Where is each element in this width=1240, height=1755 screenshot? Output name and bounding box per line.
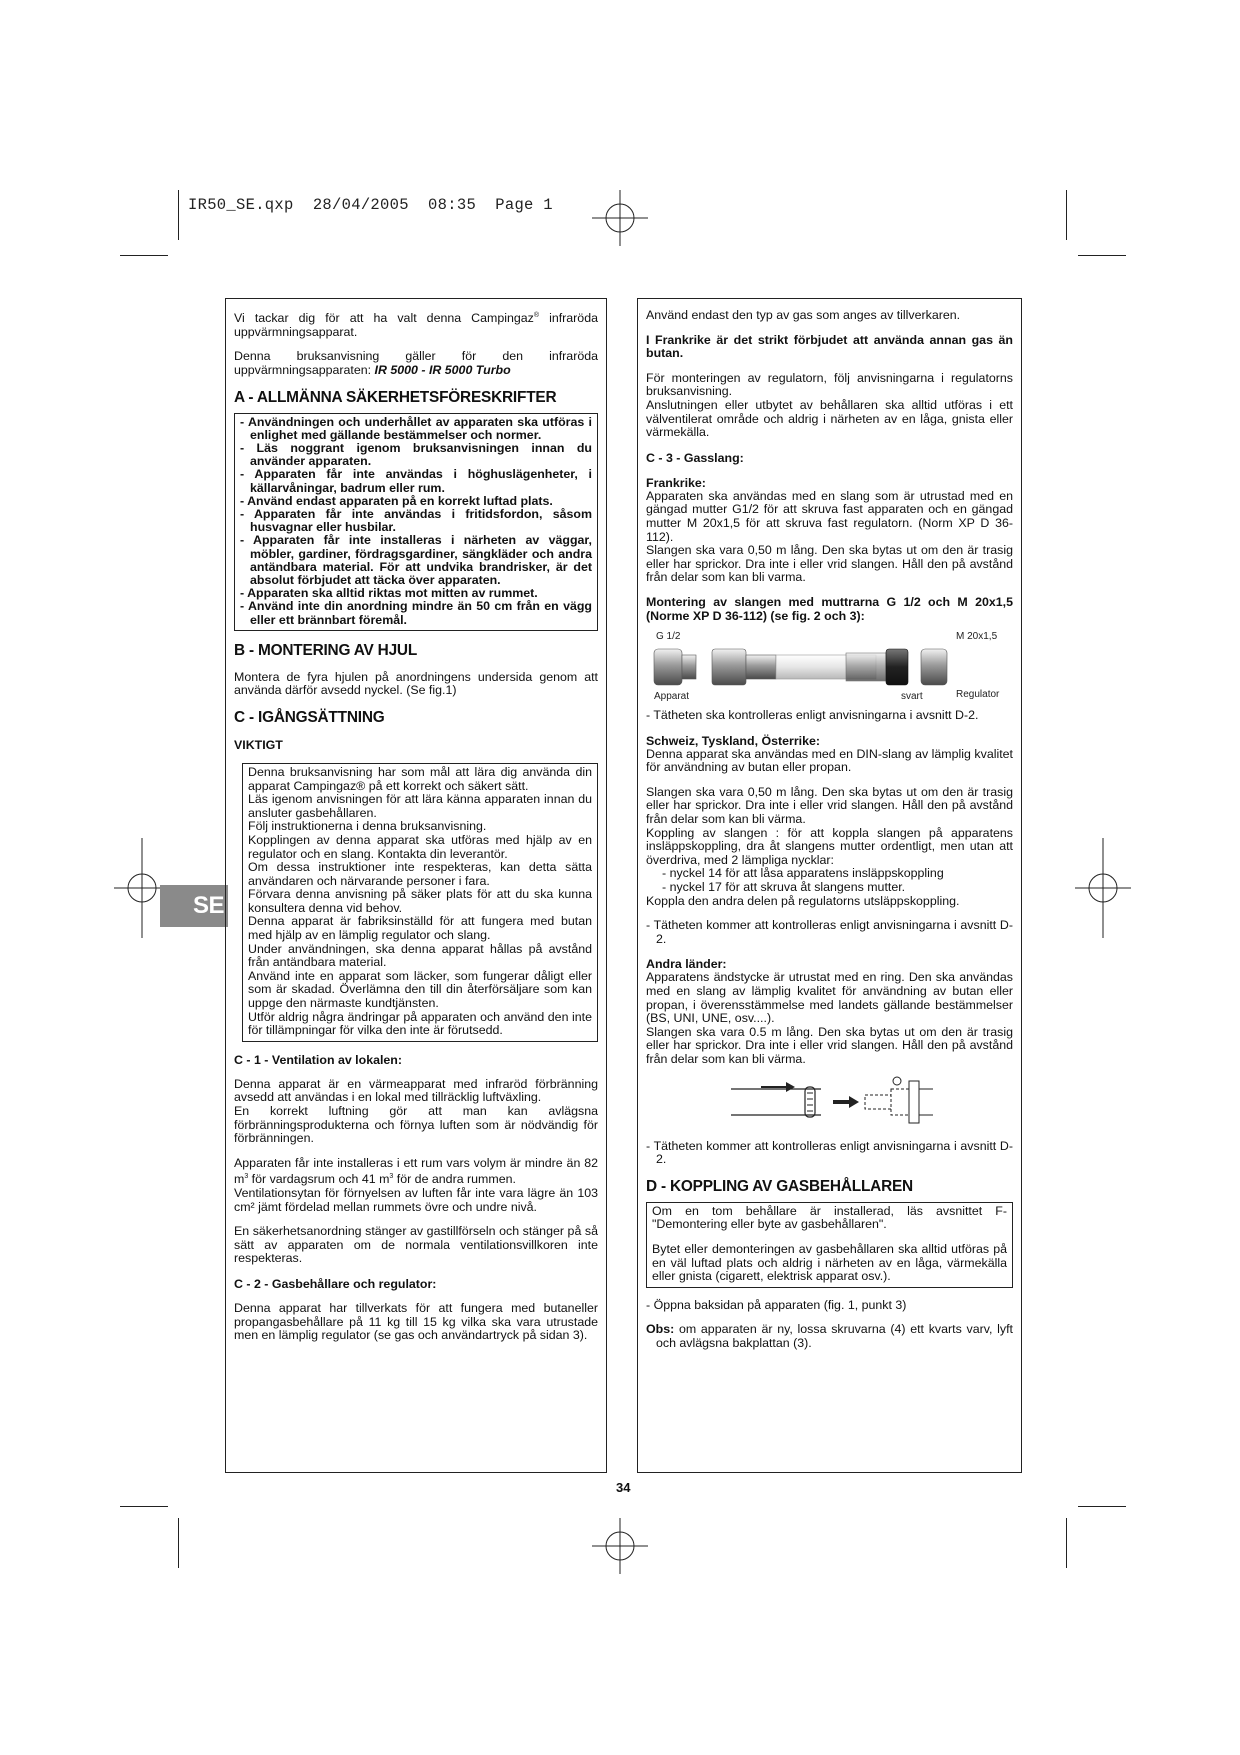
safety-item: - Använd inte din anordning mindre än 50 cm från en vägg eller ett brännbart föremål. <box>240 599 592 627</box>
tathet-note: - Tätheten kommer att kontrolleras enligt anvisningarna i avsnitt D-2. <box>646 1138 1013 1167</box>
registration-mark-top <box>592 190 648 246</box>
language-tab-label: SE <box>193 892 225 919</box>
schweiz-paragraph: Koppla den andra delen på regulatorns utsläppskoppling. <box>646 893 960 908</box>
right-column <box>637 298 1022 1473</box>
safety-item: - Användningen och underhållet av apparaten ska utföras i enlighet med gällande bestämmelser och normer. <box>240 414 592 442</box>
safety-box <box>234 413 598 631</box>
c1-heading: C - 1 - Ventilation av lokalen: <box>234 1052 402 1067</box>
c1-paragraph: En säkerhetsanordning stänger av gastillförseln och stänger på så sätt av apparaten om de normala ventilationsvillkoren inte respekteras. <box>234 1224 598 1266</box>
andra-paragraph: Apparatens ändstycke är utrustat med en ring. Den ska användas med en slang av lämplig kvalitet för användning av butan eller propan, i överensstämmelse med landets gällande bestämmelser (BS, UNI, UNE, osv....). <box>646 970 1013 1026</box>
crop-mark <box>120 255 168 256</box>
c1-paragraph <box>234 1157 598 1187</box>
obs-note <box>646 1323 1013 1350</box>
crop-mark <box>120 1506 168 1507</box>
intro-text: Vi tackar dig för att ha valt denna Campingaz <box>234 311 534 326</box>
wrench-item: - nyckel 17 för att skruva åt slangens mutter. <box>662 880 906 895</box>
page-number: 34 <box>616 1480 631 1495</box>
fig-label-m20: M 20x1,5 <box>956 631 998 643</box>
fig-label-apparat: Apparat <box>654 691 690 703</box>
fig-label-svart: svart <box>901 691 923 703</box>
schweiz-paragraph: Slangen ska vara 0,50 m lång. Den ska bytas ut om den är trasig eller har sprickor. Dra inte i eller vrid slangen. Håll den på avstånd från delar som kan bli värma. <box>646 784 1013 827</box>
obs-text: om apparaten är ny, lossa skruvarna (4) ett kvarts varv, lyft och avlägsna bakplattan (3). <box>656 1322 1013 1350</box>
montering-heading: Montering av slangen med muttrarna G 1/2 och M 20x1,5 (Norme XP D 36-112) (se fig. 2 och 3): <box>646 594 1013 623</box>
schweiz-heading: Schweiz, Tyskland, Österrike: <box>646 733 820 748</box>
superscript: 3 <box>389 1173 394 1181</box>
c1-paragraph: Ventilationsytan för förnyelsen av luften får inte vara lägre än 103 cm² jämt fördelad mellan rummets övre och undre nivå. <box>234 1186 598 1214</box>
crop-mark <box>1078 1506 1126 1507</box>
superscript: 3 <box>244 1173 249 1181</box>
safety-item: - Använd endast apparaten på en korrekt luftad plats. <box>240 493 553 508</box>
c2-paragraph: Denna apparat har tillverkats för att fungera med butaneller propangasbehållare på 11 kg till 15 kg vilka ska vara utrustade men en lämplig regulator (se gas och användartryck på sidan 3). <box>234 1301 598 1343</box>
container-box-paragraph: Om en tom behållare är installerad, läs avsnittet F- "Demontering eller byte av gasbehållaren". <box>652 1203 1007 1232</box>
hose-figure <box>646 627 1013 709</box>
andra-heading: Andra länder: <box>646 957 727 972</box>
registration-mark-bottom <box>592 1518 648 1574</box>
model-names: IR 5000 - IR 5000 Turbo <box>374 362 511 377</box>
important-line: Under användningen, ska denna apparat hållas på avstånd från antändbara material. <box>248 941 592 970</box>
container-box-paragraph: Bytet eller demonteringen av gasbehållaren ska alltid utföras på en väl luftad plats och aldrig i närheten av en låga, värmekälla eller gnista (cigarett, elektrisk apparat osv.). <box>652 1241 1007 1284</box>
fig-label-g12: G 1/2 <box>656 631 681 643</box>
frankrike-paragraph: Slangen ska vara 0,50 m lång. Den ska bytas ut om den är trasig eller har sprickor. Dra inte i eller vrid slangen. Håll den på avstånd från delar som kan bli varma. <box>646 543 1013 585</box>
andra-paragraph: Slangen ska vara 0.5 m lång. Den ska bytas ut om den är trasig eller har sprickor. Dra inte i eller vrid slangen. Håll den på avstånd från delar som kan bli värma. <box>646 1024 1013 1066</box>
print-slug: IR50_SE.qxp 28/04/2005 08:35 Page 1 <box>188 196 553 214</box>
schweiz-paragraph: Denna apparat ska användas med en DIN-slang av lämplig kvalitet för användning av butan eller propan. <box>646 746 1013 775</box>
section-c-heading: C - IGÅNGSÄTTNING <box>234 708 385 726</box>
safety-list <box>240 416 592 627</box>
important-line: Om dessa instruktioner inte respekteras, kan detta sätta användaren och närvarande personer i fara. <box>248 860 592 888</box>
frankrike-paragraph: Apparaten ska användas med en slang som är utrustad med en gängad mutter G1/2 för att skruva fast apparaten och en gängad mutter M 20x1,5 för att skruva fast regulatorn. (Norm XP D 36-112). <box>646 488 1013 544</box>
language-tab <box>160 885 228 927</box>
schweiz-paragraph: Koppling av slangen : för att koppla slangen på apparatens insläppskoppling, dra åt slangens mutter ordentligt, men utan att överdriva, med 2 lämpliga nycklar: <box>646 825 1013 867</box>
wheels-paragraph: Montera de fyra hjulen på anordningens undersida genom att använda därför avsedd nyckel. (Se fig.1) <box>234 669 598 698</box>
registration-mark-right <box>1075 838 1131 938</box>
regulator-paragraph: För monteringen av regulatorn, följ anvisningarna i regulatorns bruksanvisning. <box>646 370 1013 399</box>
important-line: Denna bruksanvisning har som mål att lära dig använda din apparat Campingaz® på ett korrekt och säkert sätt. <box>248 764 592 793</box>
c1-text: Apparaten får inte installeras i ett rum vars volym är mindre än 82 m <box>234 1155 598 1187</box>
ring-connector-illustration <box>731 1073 941 1129</box>
section-a-heading: A - ALLMÄNNA SÄKERHETSFÖRESKRIFTER <box>234 388 557 406</box>
important-box <box>242 763 598 1042</box>
crop-mark <box>1078 255 1126 256</box>
tathet-note: - Tätheten kommer att kontrolleras enligt anvisningarna i avsnitt D-2. <box>646 918 1013 946</box>
france-warning: I Frankrike är det strikt förbjudet att använda annan gas än butan. <box>646 332 1013 361</box>
important-line: Kopplingen av denna apparat ska utföras med hjälp av en regulator och en slang. Kontakta din leverantör. <box>248 832 592 861</box>
intro-paragraph <box>234 309 598 339</box>
intro-paragraph <box>234 350 598 377</box>
tathet-note: - Tätheten ska kontrolleras enligt anvisningarna i avsnitt D-2. <box>646 708 979 723</box>
important-line: Förvara denna anvisning på säker plats för att du ska kunna konsultera denna vid behov. <box>248 887 592 915</box>
hose-illustration <box>646 643 1011 691</box>
c1-paragraph: Denna apparat är en värmeapparat med infraröd förbränning avsedd att användas i en lokal med tillräcklig luftväxling. <box>234 1076 598 1105</box>
important-line: Använd inte en apparat som läcker, som fungerar dåligt eller som är skadad. Överlämna den till din återförsäljare som kan uppge den närmaste kundtjänsten. <box>248 968 592 1011</box>
left-column <box>225 298 607 1473</box>
important-line: Läs igenom anvisningen för att lära känna apparaten innan du ansluter gasbehållaren. <box>248 792 592 820</box>
crop-mark <box>1066 190 1067 240</box>
section-d-heading: D - KOPPLING AV GASBEHÅLLAREN <box>646 1177 913 1195</box>
container-box <box>646 1202 1013 1288</box>
important-line: Följ instruktionerna i denna bruksanvisning. <box>248 819 487 834</box>
crop-mark <box>178 190 179 240</box>
safety-item: - Apparaten får inte installeras i närheten av väggar, möbler, gardiner, fördragsgardiner, sängkläder och andra antändbara material. För att undvika brandrisker, är det absolut förbjudet att täcka över apparaten. <box>240 533 592 587</box>
crop-mark <box>178 1518 179 1568</box>
safety-item: - Apparaten får inte användas i höghuslägenheter, i källarvåningar, badrum eller rum. <box>240 467 592 495</box>
gas-type-paragraph: Använd endast den typ av gas som anges av tillverkaren. <box>646 308 961 322</box>
safety-item: - Apparaten ska alltid riktas mot mitten av rummet. <box>240 586 538 601</box>
c1-text: för de andra rummen. <box>393 1172 516 1187</box>
section-b-heading: B - MONTERING AV HJUL <box>234 641 418 659</box>
c1-paragraph: En korrekt luftning gör att man kan avlägsna förbränningsprodukterna och förnya luften som är nödvändig för förbränningen. <box>234 1104 598 1146</box>
intro-text: infraröda uppvärmningsapparat. <box>234 311 598 339</box>
open-back-step: - Öppna baksidan på apparaten (fig. 1, punkt 3) <box>646 1297 907 1312</box>
registered-mark: ® <box>533 312 540 319</box>
c1-text: för vardagsrum och 41 m <box>248 1172 390 1187</box>
obs-label: Obs: <box>646 1322 675 1337</box>
intro-text: Denna bruksanvisning gäller för den infraröda uppvärmningsapparaten: <box>234 349 598 377</box>
wrench-item: - nyckel 14 för att låsa apparatens insläppskoppling <box>662 866 944 881</box>
viktigt-label: VIKTIGT <box>234 737 283 752</box>
fig-label-regulator: Regulator <box>956 689 1000 701</box>
safety-item: - Apparaten får inte användas i fritidsfordon, såsom husvagnar eller husbilar. <box>240 506 592 535</box>
connection-paragraph: Anslutningen eller utbytet av behållaren ska alltid utföras i ett välventilerat område och aldrig i närheten av en låga, gnista eller värmekälla. <box>646 397 1013 440</box>
important-line: Utför aldrig några ändringar på apparaten och använd den inte för tillämpningar för vilka den inte är förutsedd. <box>248 1009 592 1038</box>
important-line: Denna apparat är fabriksinställd för att fungera med butan med hjälp av en lämplig regulator och slang. <box>248 914 592 943</box>
frankrike-heading: Frankrike: <box>646 475 706 490</box>
c2-heading: C - 2 - Gasbehållare och regulator: <box>234 1277 437 1292</box>
c3-heading: C - 3 - Gasslang: <box>646 450 744 465</box>
safety-item: - Läs noggrant igenom bruksanvisningen innan du använder apparaten. <box>240 440 592 469</box>
crop-mark <box>1066 1518 1067 1568</box>
